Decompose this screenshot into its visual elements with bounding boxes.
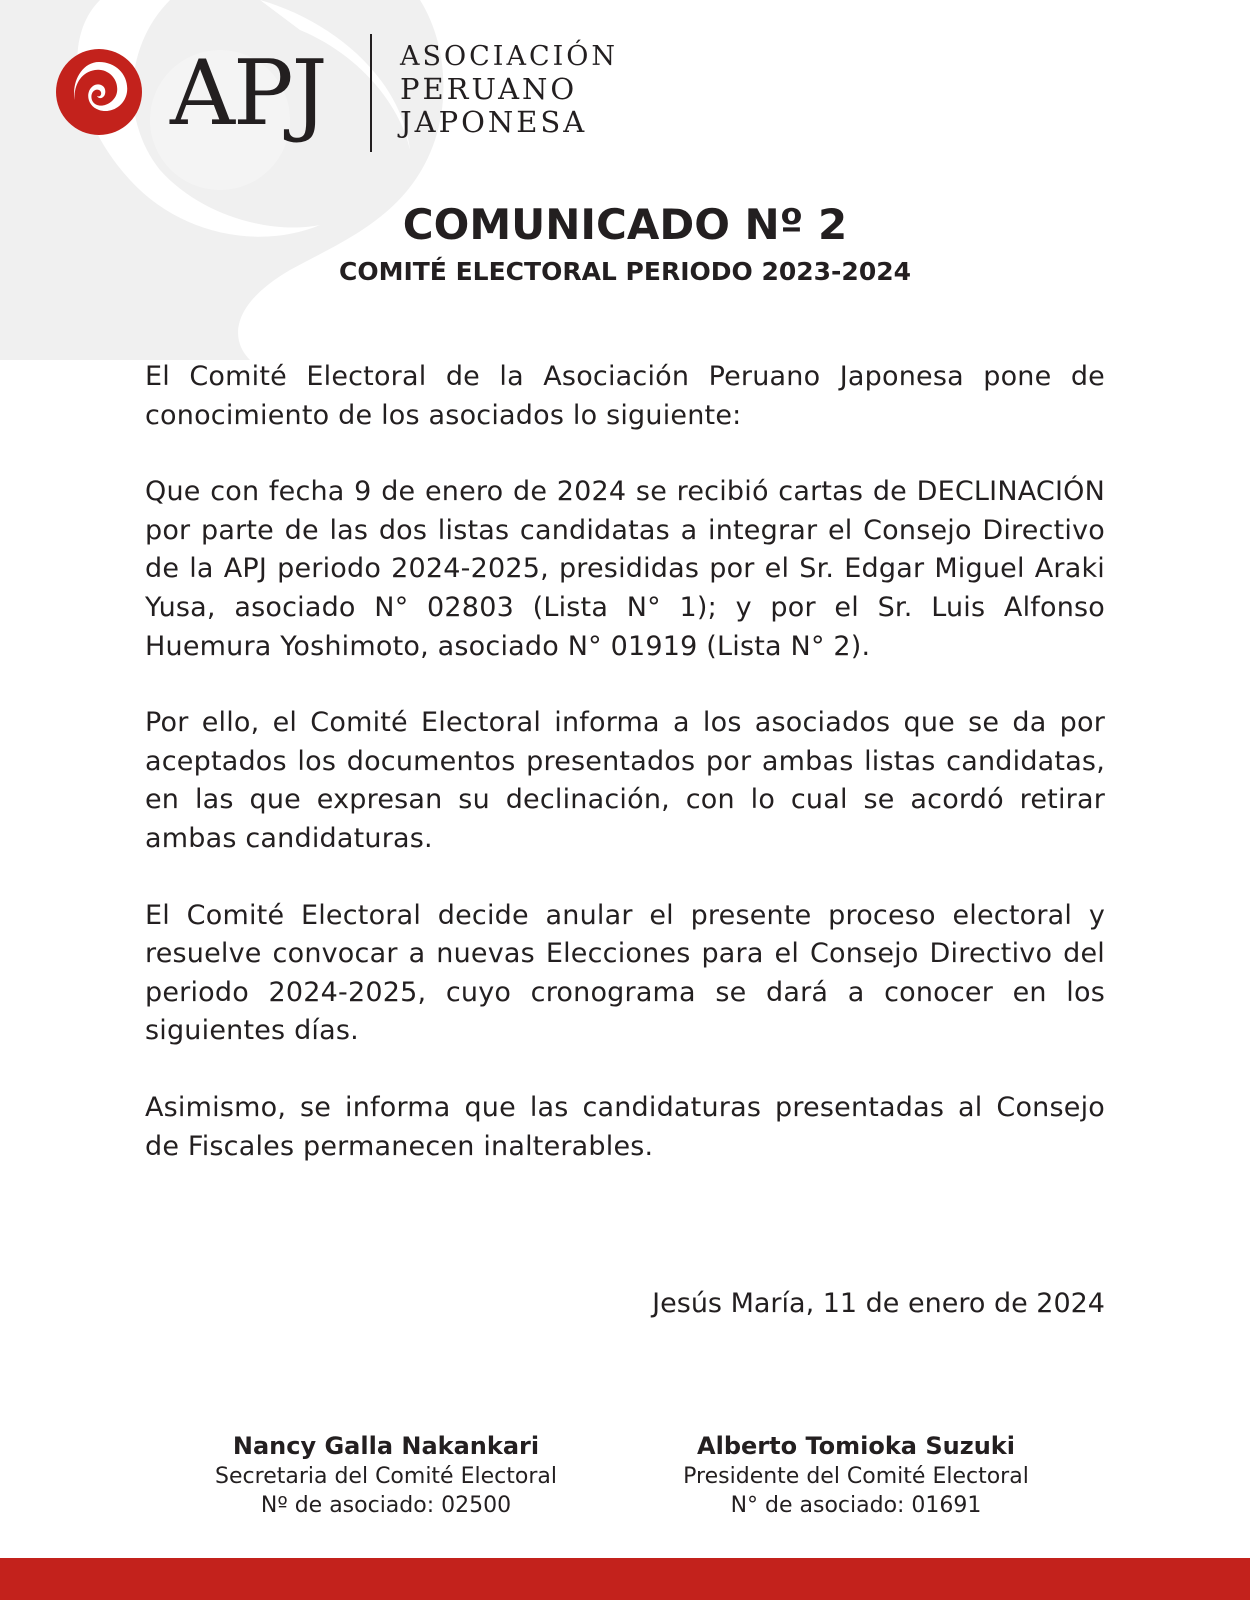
signature-member-id: Nº de asociado: 02500 [260,1493,512,1518]
logo-org-name-line-2: PERUANO [400,72,578,106]
page-subtitle: COMITÉ ELECTORAL PERIODO 2023-2024 [338,257,912,286]
signature-member-id: N° de asociado: 01691 [730,1493,982,1518]
signature-name: Nancy Galla Nakankari [232,1432,540,1460]
footer-bar [0,1558,1250,1600]
logo-org-name-line-3: JAPONESA [400,105,588,139]
body-paragraph-1: El Comité Electoral de la Asociación Peruano Japonesa pone de conocimiento de los asociados lo siguiente: [145,361,1105,431]
apj-swirl-logo-icon [55,48,143,136]
body-paragraph-4: El Comité Electoral decide anular el presente proceso electoral y resuelve convocar a nuevas Elecciones para el Consejo Directivo del periodo 2024-2025, cuyo cronograma se dará a conocer en los siguientes días. [145,899,1105,1047]
logo-apj-letters: APJ [170,41,326,146]
signature-secretary [176,1430,596,1520]
logo-org-name [400,40,618,139]
signature-role: Secretaria del Comité Electoral [215,1464,557,1489]
signature-role: Presidente del Comité Electoral [683,1464,1029,1489]
body-paragraph-2: Que con fecha 9 de enero de 2024 se recibió cartas de DECLINACIÓN por parte de las dos listas candidatas a integrar el Consejo Directivo de la APJ periodo 2024-2025, presididas por el Sr. Edgar Miguel Araki Yusa, asociado N° 02803 (Lista N° 1); y por el Sr. Luis Alfonso Huemura Yoshimoto, asociado N° 01919 (Lista N° 2). [145,476,1105,662]
communique-body [145,358,1105,1204]
date-line: Jesús María, 11 de enero de 2024 [652,1288,1105,1319]
body-paragraph-5: Asimismo, se informa que las candidaturas presentadas al Consejo de Fiscales permanecen inalterables. [145,1091,1105,1162]
signature-name: Alberto Tomioka Suzuki [697,1432,1015,1460]
logo-org-name-line-1: ASOCIACIÓN [400,41,619,72]
body-paragraph-3: Por ello, el Comité Electoral informa a los asociados que se da por aceptados los documentos presentados por ambas listas candidatas, en las que expresan su declinación, con lo cual se acordó retirar ambas candidaturas. [145,707,1105,854]
page-title: COMUNICADO Nº 2 [402,200,848,249]
logo-divider [370,34,372,152]
signature-president [646,1430,1066,1520]
